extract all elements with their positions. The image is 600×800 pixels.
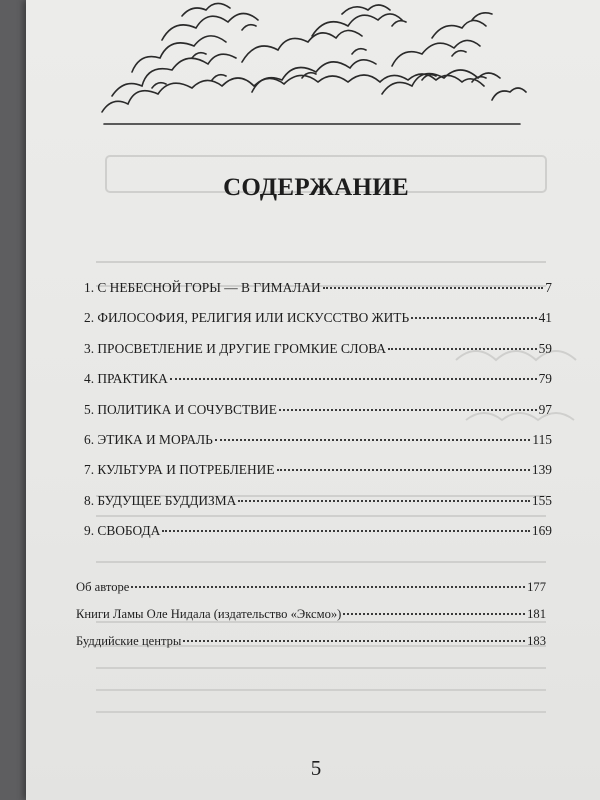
toc-entry-label: 9. СВОБОДА xyxy=(84,523,161,539)
toc-entry xyxy=(84,280,552,310)
toc-entry-page: 97 xyxy=(538,401,552,417)
toc-entry xyxy=(84,432,552,462)
dot-leader xyxy=(215,439,531,441)
dot-leader xyxy=(279,409,537,411)
toc-entry-label: 3. ПРОСВЕТЛЕНИЕ И ДРУГИЕ ГРОМКИЕ СЛОВА xyxy=(84,340,387,356)
cloud-ornament xyxy=(92,0,532,128)
toc-entry xyxy=(84,402,552,432)
dot-leader xyxy=(411,317,536,319)
toc-entry-page: 181 xyxy=(527,607,546,621)
toc-entry-label: 1. С НЕБЕСНОЙ ГОРЫ — В ГИМАЛАИ xyxy=(84,280,321,295)
page-number: 5 xyxy=(310,756,322,780)
toc-entry xyxy=(84,493,552,523)
toc-entry-label: 8. БУДУЩЕЕ БУДДИЗМА xyxy=(84,492,237,508)
toc-entry-label: 6. ЭТИКА И МОРАЛЬ xyxy=(84,431,213,447)
toc-entry-page: 177 xyxy=(527,580,546,594)
toc-entry xyxy=(84,523,552,553)
toc-entry-page: 155 xyxy=(531,492,552,508)
toc-entry xyxy=(84,462,552,492)
toc-entry-label: 7. КУЛЬТУРА И ПОТРЕБЛЕНИЕ xyxy=(84,462,275,478)
toc-entry-label: Книги Ламы Оле Нидала (издательство «Эксмо») xyxy=(76,607,342,621)
toc-entry-page: 139 xyxy=(531,462,552,478)
dot-leader xyxy=(323,287,544,289)
dot-leader xyxy=(277,469,530,471)
dot-leader xyxy=(238,500,530,502)
toc-entry-label: 5. ПОЛИТИКА И СОЧУВСТВИЕ xyxy=(84,401,277,417)
dot-leader xyxy=(162,530,530,532)
toc-entry-page: 169 xyxy=(531,523,552,539)
toc-entry-page: 115 xyxy=(532,431,552,447)
dot-leader xyxy=(183,640,525,642)
toc-entry-label: Буддийские центры xyxy=(76,634,182,648)
dot-leader xyxy=(343,613,525,615)
toc-entry xyxy=(76,580,546,607)
toc-entry-label: Об авторе xyxy=(76,580,130,594)
toc-entry-page: 79 xyxy=(538,371,552,387)
toc-entry-label: 2. ФИЛОСОФИЯ, РЕЛИГИЯ ИЛИ ИСКУССТВО ЖИТЬ xyxy=(84,310,410,326)
toc-entry-page: 41 xyxy=(538,310,552,326)
toc-entry xyxy=(84,341,552,371)
toc-entry-label: 4. ПРАКТИКА xyxy=(84,371,168,387)
page-title: СОДЕРЖАНИЕ xyxy=(223,174,409,201)
book-page xyxy=(26,0,600,800)
toc-entry-page: 183 xyxy=(527,634,546,648)
toc-chapters xyxy=(84,280,552,554)
toc-entry xyxy=(84,371,552,401)
toc-entry-page: 7 xyxy=(545,280,552,295)
toc-appendix xyxy=(76,580,546,661)
toc-entry xyxy=(76,607,546,634)
dot-leader xyxy=(170,378,537,380)
dot-leader xyxy=(131,586,525,588)
dot-leader xyxy=(388,348,537,350)
toc-entry-page: 59 xyxy=(538,340,552,356)
toc-entry xyxy=(76,634,546,661)
toc-entry xyxy=(84,310,552,340)
